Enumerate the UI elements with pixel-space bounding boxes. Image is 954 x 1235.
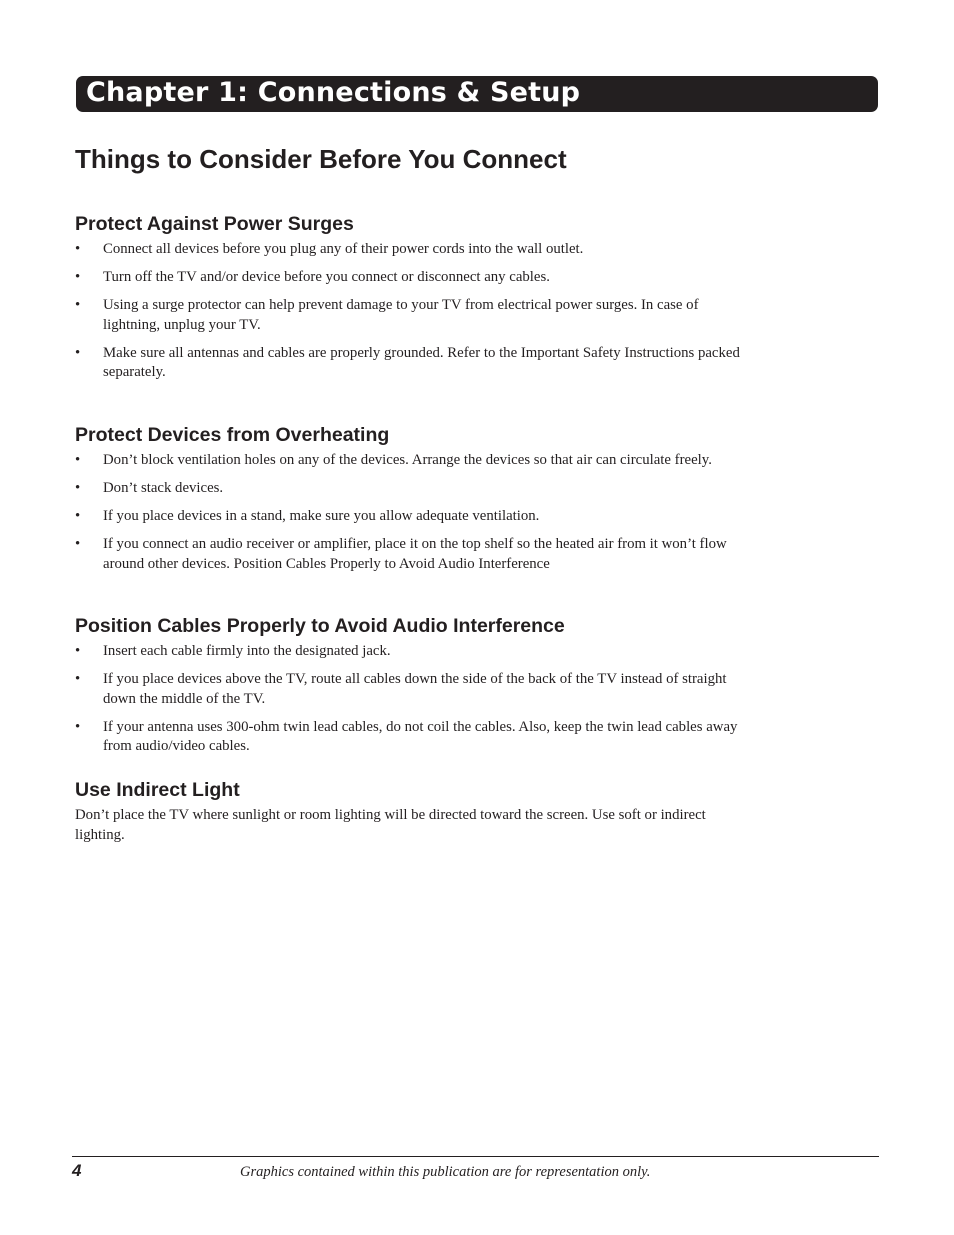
list-item-text: Turn off the TV and/or device before you connect or disconnect any cables.: [103, 269, 550, 285]
bullet-glyph: •: [75, 718, 81, 735]
list-item: [75, 642, 745, 662]
bullet-list: [75, 240, 745, 383]
list-item-text: Don’t stack devices.: [103, 480, 224, 496]
list-item: [75, 718, 745, 757]
list-item-text: Using a surge protector can help prevent damage to your TV from electrical power surges. In case of lightning, unplug your TV.: [103, 297, 699, 333]
list-item: [75, 507, 745, 527]
list-item: [75, 268, 745, 288]
bullet-glyph: •: [75, 671, 81, 687]
list-item: [75, 240, 745, 260]
section-power-surges: [75, 211, 745, 391]
section-overheating: [75, 422, 745, 583]
bullet-glyph: •: [75, 241, 81, 257]
list-item-text: If you place devices in a stand, make sure you allow adequate ventilation.: [103, 508, 540, 524]
section-heading: Position Cables Properly to Avoid Audio Interference: [75, 615, 565, 637]
section-heading: Use Indirect Light: [75, 779, 240, 801]
list-item-text: Make sure all antennas and cables are properly grounded. Refer to the Important Safety Instructions packed separately.: [103, 344, 740, 380]
chapter-title: Chapter 1: Connections & Setup: [86, 77, 581, 108]
chapter-header-bar: [76, 76, 878, 112]
bullet-glyph: •: [75, 508, 81, 524]
page-title: Things to Consider Before You Connect: [75, 144, 567, 174]
list-item: [75, 670, 745, 709]
footer-note: Graphics contained within this publication are for representation only.: [240, 1164, 651, 1180]
bullet-glyph: •: [75, 480, 81, 496]
list-item: [75, 451, 745, 471]
section-heading: Protect Against Power Surges: [75, 213, 354, 235]
list-item-text: Connect all devices before you plug any of their power cords into the wall outlet.: [103, 241, 584, 257]
bullet-glyph: •: [75, 643, 81, 659]
list-item: [75, 344, 745, 383]
list-item-text: Don’t block ventilation holes on any of the devices. Arrange the devices so that air can circulate freely.: [103, 452, 712, 468]
section-indirect-light: [75, 777, 745, 845]
list-item: [75, 296, 745, 335]
list-item-text: If your antenna uses 300-ohm twin lead cables, do not coil the cables. Also, keep the twin lead cables away from audio/video cables.: [103, 718, 738, 754]
bullet-list: [75, 642, 745, 757]
footer-divider: [72, 1156, 879, 1157]
section-paragraph: Don’t place the TV where sunlight or room lighting will be directed toward the screen. Use soft or indirect lighting.: [75, 807, 706, 843]
bullet-list: [75, 451, 745, 574]
bullet-glyph: •: [75, 344, 81, 361]
bullet-glyph: •: [75, 452, 81, 468]
bullet-glyph: •: [75, 269, 81, 285]
list-item: [75, 535, 745, 574]
bullet-glyph: •: [75, 297, 81, 313]
list-item-text: If you connect an audio receiver or amplifier, place it on the top shelf so the heated air from it won’t flow around other devices. Position Cables Properly to Avoid Audio Interference: [103, 536, 727, 572]
list-item: [75, 479, 745, 499]
list-item-text: If you place devices above the TV, route all cables down the side of the back of the TV instead of straight down the middle of the TV.: [103, 671, 727, 707]
page-number: 4: [72, 1161, 82, 1180]
list-item-text: Insert each cable firmly into the designated jack.: [103, 643, 391, 659]
section-cable-position: [75, 613, 745, 765]
section-heading: Protect Devices from Overheating: [75, 424, 390, 446]
bullet-glyph: •: [75, 536, 81, 552]
